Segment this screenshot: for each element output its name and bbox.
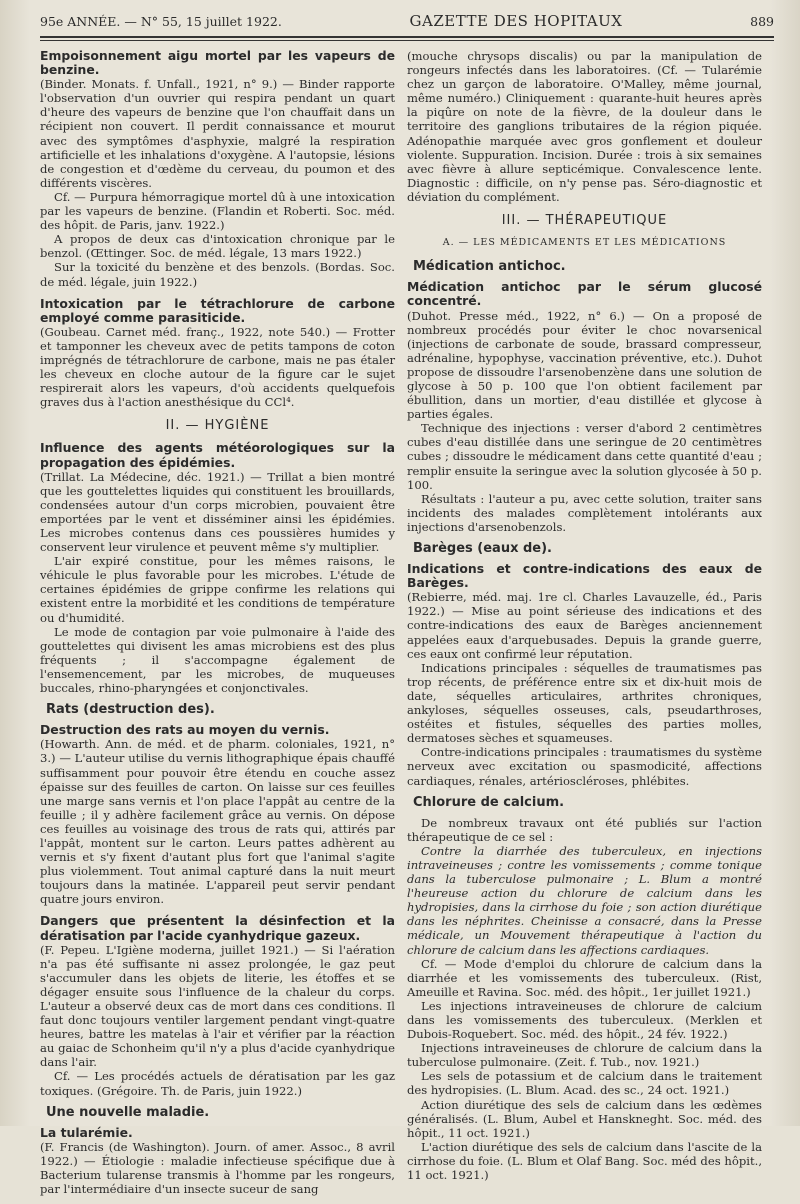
issue-info: 95e ANNÉE. — N° 55, 15 juillet 1922.	[40, 14, 282, 29]
article-vernis	[40, 723, 395, 906]
subsection-heading: Une nouvelle maladie.	[46, 1104, 210, 1120]
article-text: Le mode de contagion par voie pulmonaire à l'aide des gouttelettes qui divisent les amas microbiens est des plus fréquents ; il s'accompagne également de l'ensemencement, par les microbes, de muqueuses buccales, rhino-pharyngées et conjonctivales.	[40, 624, 395, 696]
article-antichoc	[407, 280, 762, 534]
subsection-heading: Rats (destruction des).	[46, 702, 215, 718]
columns	[40, 49, 774, 1204]
article-benzine	[40, 49, 395, 289]
section-heading: II. — HYGIÈNE	[165, 418, 270, 434]
article-cyanhydrique	[40, 914, 395, 1097]
cf-note: Cf. — Mode d'emploi du chlorure de calcium dans la diarrhée et les vomissements des tuberculeux. (Rist, Ameuille et Ravina. Soc. méd. des hôpit., 1er juillet 1921.)	[407, 956, 762, 999]
article-text: (mouche chrysops discalis) ou par la manipulation de rongeurs infectés dans les laboratoires. (Cf. — Tularémie chez un garçon de laboratoire. O'Malley, même journal, même numéro.) Cliniquement : quarante-huit heures après la piqûre on note de la fièvre, de la douleur dans le territoire des ganglions tributaires de la région piquée. Adénopathie marquée avec gros gonflement et douleur violente. Suppuration. Incision. Durée : trois à six semaines avec fièvre à allure septicémique. Convalescence lente. Diagnostic : difficile, on n'y pense pas. Séro-diagnostic et déviation du complément.	[407, 49, 762, 204]
subsection-heading: Médication antichoc.	[413, 259, 566, 275]
article-text: L'air expiré constitue, pour les mêmes raisons, le véhicule le plus favorable pour les microbes. L'étude de certaines épidémies de grippe confirme les relations qui existent entre la morbidité et les conditions de température ou d'humidité.	[40, 554, 395, 625]
article-title: Dangers que présentent la désinfection et la dératisation par l'acide cyanhydrique gazeux.	[40, 913, 395, 943]
article-text: (Rebierre, méd. maj. 1re cl. Charles Lavauzelle, éd., Paris 1922.) — Mise au point sérieuse des indications et des contre-indications des eaux de Barèges anciennement appelées eaux d'arquebusades. Depuis la grande guerre, ces eaux ont confirmé leur réputation.	[407, 590, 762, 661]
section-heading: III. — THÉRAPEUTIQUE	[501, 213, 668, 229]
article-tularemie	[40, 1126, 395, 1196]
article-text: (F. Francis (de Washington). Journ. of amer. Assoc., 8 avril 1922.) — Étiologie : maladie infectieuse spécifique due à Bacterium tularense transmis à l'homme par les rongeurs, par l'intermédiaire d'un insecte suceur de sang	[40, 1139, 395, 1197]
article-text: Technique des injections : verser d'abord 2 centimètres cubes d'eau distillée dans une seringue de 20 centimètres cubes ; dissoudre le médicament dans cette quantité d'eau ; remplir ensuite la seringue avec la solution glycosée à 50 p. 100.	[407, 421, 762, 492]
article-text: Action diurétique des sels de calcium dans les œdèmes généralisés. (L. Blum, Aubel et Hanskneght. Soc. méd. des hôpit., 11 oct. 1921.)	[407, 1097, 762, 1140]
subsection-heading: Barèges (eaux de).	[413, 541, 552, 556]
article-title: La tularémie.	[40, 1124, 133, 1140]
article-text: Les injections intraveineuses de chlorure de calcium dans les vomissements des tuberculeux. (Merklen et Dubois-Roquebert. Soc. méd. des hôpit., 24 fév. 1922.)	[407, 998, 762, 1042]
article-title: Destruction des rats au moyen du vernis.	[40, 722, 330, 738]
article-text: Les sels de potassium et de calcium dans le traitement des hydropisies. (L. Blum. Acad. des sc., 24 oct. 1921.)	[407, 1069, 762, 1098]
article-bareges	[407, 562, 762, 788]
left-column	[40, 49, 395, 1204]
article-text: (Trillat. La Médecine, déc. 1921.) — Trillat a bien montré que les gouttelettes liquides qui constituent les brouillards, condensées autour d'un corps microbien, pouvaient être emportées par le vent et disséminer ainsi les épidémies. Les microbes contenus dans ces poussières humides y conservent leur virulence et peuvent même s'y multiplier.	[40, 469, 395, 555]
article-text: L'action diurétique des sels de calcium dans l'ascite de la cirrhose du foie. (L. Blum et Olaf Bang. Soc. méd des hôpit., 11 oct. 1921.)	[407, 1139, 762, 1183]
page-number: 889	[750, 14, 774, 29]
article-title: Indications et contre-indications des eaux de Barèges.	[407, 561, 762, 591]
article-text: (Goubeau. Carnet méd. franç., 1922, note 540.) — Frotter et tamponner les cheveux avec de petits tampons de coton imprégnés de tétrachlorure de carbone, mais ne pas étaler les cheveux en cloche autour de la figure car le sujet respirerait alors les vapeurs, d'où accidents quelquefois graves dus à l'action anesthésique du CCl⁴.	[40, 324, 395, 410]
running-header	[40, 12, 774, 34]
article-tetrachlorure	[40, 297, 395, 410]
subsection-heading: Chlorure de calcium.	[413, 794, 565, 810]
article-text: (Howarth. Ann. de méd. et de pharm. coloniales, 1921, n° 3.) — L'auteur utilise du vernis lithographique épais chauffé suffisamment pour pouvoir être étendu en couche assez épaisse sur des feuilles de carton. On laisse sur ces feuilles une marge sans vernis et l'on place l'appât au centre de la feuille ; il y adhère facilement grâce au vernis. On dépose ces feuilles au voisinage des trous de rats qui, attirés par l'appât, montent sur le carton. Leurs pattes adhèrent au vernis et s'y fixent d'autant plus fort que l'animal s'agite plus violemment. Tout animal capturé dans la nuit meurt toujours dans la matinée. L'appareil peut servir pendant quatre jours environ.	[40, 737, 395, 907]
right-column	[407, 49, 762, 1204]
article-text: Indications principales : séquelles de traumatismes pas trop récents, de préférence entre six et dix-huit mois de date, séquelles articulaires, arthrites chroniques, ankyloses, séquelles osseuses, cals, pseudarthroses, ostéites et fistules, séquelles des parties molles, dermatoses sèches et squameuses.	[407, 660, 762, 746]
journal-title: GAZETTE DES HOPITAUX	[409, 12, 623, 30]
article-text: Résultats : l'auteur a pu, avec cette solution, traiter sans incidents des malades complètement intolérants aux injections d'arsenobenzols.	[407, 491, 762, 534]
header-rule	[40, 36, 774, 38]
article-epidemies	[40, 441, 395, 695]
article-text: (Binder. Monats. f. Unfall., 1921, n° 9.) — Binder rapporte l'observation d'un ouvrier qui respira pendant un quart d'heure des vapeurs de benzine que l'on chauffait dans un récipient non couvert. Il perdit connaissance et mourut avec des symptômes d'asphyxie, malgré la respiration artificielle et les inhalations d'oxygène. A l'autopsie, lésions de congestion et d'œdème du cerveau, du poumon et des différents viscères.	[40, 77, 395, 190]
article-title: Médication antichoc par le sérum glucosé concentré.	[407, 279, 762, 309]
article-text: Contre-indications principales : traumatismes du système nerveux avec excitation ou spasmodicité, affections cardiaques, rénales, artérioscléroses, phlébites.	[407, 745, 762, 788]
article-title: Intoxication par le tétrachlorure de carbone employé comme parasiticide.	[40, 295, 395, 325]
cf-note: Cf. — Les procédés actuels de dératisation par les gaz toxiques. (Grégoire. Th. de Paris, juin 1922.)	[40, 1069, 395, 1098]
header-rule-thin	[40, 40, 774, 41]
section-subheading: A. — LES MÉDICAMENTS ET LES MÉDICATIONS	[442, 237, 727, 249]
article-text: Injections intraveineuses de chlorure de calcium dans la tuberculose pulmonaire. (Zeit. f. Tub., nov. 1921.)	[407, 1041, 762, 1070]
article-text: (F. Pepeu. L'Igiène moderna, juillet 1921.) — Si l'aération n'a pas été suffisante ni assez prolongée, le gaz peut s'accumuler dans les objets de literie, les étoffes et se dégager ensuite sous l'influence de la chaleur du corps. L'auteur a observé deux cas de mort dans ces conditions. Il faut donc toujours ventiler largement pendant vingt-quatre heures, battre les matelas à l'air et vérifier par la réaction au gaiac de Schonheim qu'il n'y a plus d'acide cyanhydrique dans l'air.	[40, 942, 395, 1070]
article-text: Contre la diarrhée des tuberculeux, en injections intraveineuses ; contre les vomissements ; comme tonique dans la tuberculose pulmonaire ; L. Blum a montré l'heureuse action du chlorure de calcium dans les hydropisies, dans la cirrhose du foie ; son action diurétique dans les néphrites. Cheinisse a consacré, dans la Presse médicale, un Mouvement thérapeutique à l'action du chlorure de calcium dans les affections cardiaques.	[407, 843, 762, 957]
article-tularemie-cont	[407, 49, 762, 204]
article-text: Sur la toxicité du benzène et des benzols. (Bordas. Soc. de méd. légale, juin 1922.)	[40, 260, 395, 289]
article-chlorure	[407, 816, 762, 1182]
cf-note: Cf. — Purpura hémorragique mortel dû à une intoxication par les vapeurs de benzine. (Flandin et Roberti. Soc. méd. des hôpit. de Paris, janv. 1922.)	[40, 189, 395, 233]
article-title: Empoisonnement aigu mortel par les vapeurs de benzine.	[40, 48, 395, 78]
article-text: De nombreux travaux ont été publiés sur l'action thérapeutique de ce sel :	[407, 815, 762, 844]
article-text: (Duhot. Presse méd., 1922, n° 6.) — On a proposé de nombreux procédés pour éviter le choc novarsenical (injections de carbonate de soude, brassard compresseur, adrénaline, hypophyse, vaccination préventive, etc.). Duhot propose de dissoudre l'arsenobenzène dans une solution de glycose à 50 p. 100 que l'on obtient facilement par ébullition, dans un mortier, d'eau distillée et glycose à parties égales.	[407, 308, 762, 422]
article-text: A propos de deux cas d'intoxication chronique par le benzol. (Œttinger. Soc. de méd. légale, 13 mars 1922.)	[40, 232, 395, 261]
article-title: Influence des agents météorologiques sur la propagation des épidémies.	[40, 440, 395, 470]
